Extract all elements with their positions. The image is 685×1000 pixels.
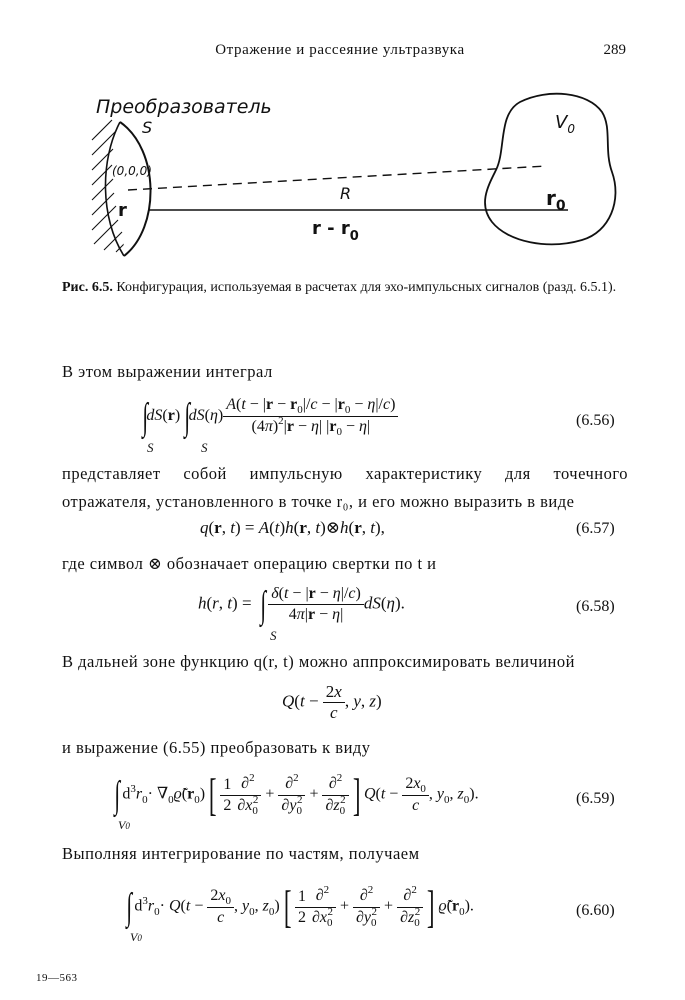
equation-6-58: h(r, t) = ∫ $\frac{\delta(t - |r - \eta|/c)}{4\pi|r - \eta|}$ dS(η). <box>198 583 405 626</box>
running-header: Отражение и рассеяние ультразвука <box>215 42 465 58</box>
page-number: 289 <box>603 42 626 58</box>
paragraph-2: представляет собой импульсную характеристику для точечного отражателя, установленного в точке r₀, и его можно выразить в виде <box>62 464 628 511</box>
equation-6-56: ∫dS(r) ∫dS(η) $\frac{A(t - |r - r_0|/c - |r_0 - \eta|/c)}{(4\pi)^2|r - \eta| |r_0 - \eta|}$ <box>140 395 398 438</box>
equation-6-57: q(r, t) = A(t)h(r, t)⊗h(r, t), <box>200 518 385 537</box>
label-r-minus-r0: r - $r_0$ <box>312 218 359 244</box>
paragraph-1: В этом выражении интеграл <box>62 362 273 381</box>
label-S: S <box>142 118 153 137</box>
equation-6-60: ∫ $d^3r_0\cdot Q(t$ − $\frac{2x_0}{c}$ , $y_0$, $z_0$)[ $\frac{1}{2}$ $\frac{\partial^2}{\partial x_0^2}$ + $\frac{\partial^2}{\partial y_0^2}$ + $\frac{\partial^2}{\partial z_0^2}$ ] $ϱ̃(r_0)$. <box>126 881 474 932</box>
line-R <box>128 166 546 190</box>
far-field-expression: Q(t − $\frac{2x}{c}$ , y, z) <box>282 682 382 722</box>
label-R: R <box>340 184 352 203</box>
equation-number-6-60: (6.60) <box>576 902 615 919</box>
int-limit-V0-1: V0 <box>118 818 130 832</box>
equation-6-59: ∫ $d^3r_0\cdot$ $\nabla_0ϱ̃(r_0)$[ $\frac{1}{2}$ $\frac{\partial^2}{\partial x_0^2}$ + $\frac{\partial^2}{\partial y_0^2}$ + $\frac{\partial^2}{\partial z_0^2}$ ] Q(t − $\frac{2x_0}{c}$ , $y_0$, $z_0$). <box>114 769 479 820</box>
int-limit-S3: S <box>270 628 277 643</box>
paragraph-4: В дальней зоне функцию q(r, t) можно аппроксимировать величиной <box>62 652 575 671</box>
label-transducer: Преобразователь <box>96 96 272 118</box>
label-r: r <box>118 200 127 221</box>
figure-caption <box>62 278 632 298</box>
caption-text: Конфигурация, используемая в расчетах для эхо-импульсных сигналов (разд. 6.5.1). <box>116 280 617 295</box>
equation-number-6-58: (6.58) <box>576 598 615 615</box>
label-r0: $r_0$ <box>546 186 566 214</box>
printer-signature: 19—563 <box>36 972 78 984</box>
equation-number-6-59: (6.59) <box>576 790 615 807</box>
paragraph-5: и выражение (6.55) преобразовать к виду <box>62 738 371 757</box>
equation-number-6-56: (6.56) <box>576 412 615 429</box>
caption-label: Рис. 6.5. <box>62 280 113 295</box>
int-limit-S1: S <box>147 440 154 455</box>
paragraph-6: Выполняя интегрирование по частям, получаем <box>62 844 420 863</box>
paragraph-3: где символ ⊗ обозначает операцию свертки по t и <box>62 554 437 573</box>
label-V0: $V_0$ <box>555 112 575 136</box>
equation-number-6-57: (6.57) <box>576 520 615 537</box>
int-limit-S2: S <box>201 440 208 455</box>
int-limit-V0-2: V0 <box>130 930 142 944</box>
label-origin: (0,0,0) <box>112 164 152 178</box>
